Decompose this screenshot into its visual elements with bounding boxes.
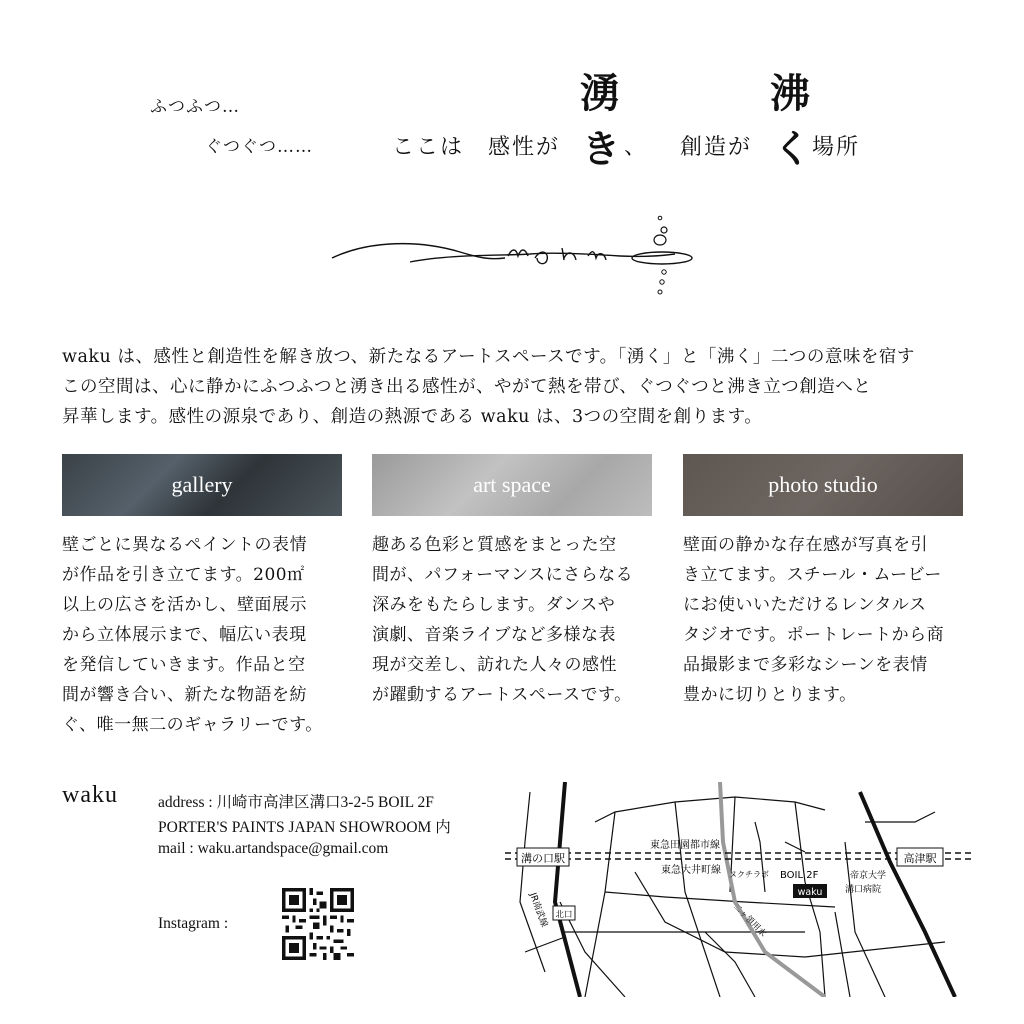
headline-ki: き bbox=[582, 126, 621, 171]
tagline-line1: ふつふつ… bbox=[150, 97, 240, 117]
photo-studio-description bbox=[683, 530, 965, 710]
footer-address: address : 川崎市高津区溝口3-2-5 BOIL 2F bbox=[158, 794, 434, 811]
gallery-description bbox=[62, 530, 344, 740]
headline-comma: 、 bbox=[624, 135, 649, 160]
photo-studio-desc-line: にお使いいただけるレンタルス bbox=[683, 595, 927, 615]
footer-instagram-label: Instagram : bbox=[158, 915, 229, 932]
gallery-desc-line: ぐ、唯一無二のギャラリーです。 bbox=[62, 715, 323, 735]
gallery-desc-line: 以上の広さを活かし、壁面展示 bbox=[62, 595, 307, 615]
art-space-description bbox=[372, 530, 654, 710]
gallery-desc-line: 間が響き合い、新たな物語を紡 bbox=[62, 685, 307, 705]
intro-line-2: この空間は、心に静かにふつふつと湧き出る感性が、やがて熱を帯び、ぐつぐつと沸き立つ創造へと bbox=[62, 377, 872, 397]
instagram-qr-code[interactable] bbox=[282, 888, 354, 960]
headline-wakukanji-1: 湧 bbox=[580, 70, 620, 117]
map-nukuchirabo: ヌクチラボ bbox=[729, 870, 769, 879]
map-waku-marker: waku bbox=[797, 887, 823, 898]
gallery-desc-line: 壁ごとに異なるペイントの表情 bbox=[62, 535, 307, 555]
waku-logo bbox=[330, 210, 700, 300]
logo-text: waku bbox=[510, 296, 513, 297]
art-space-desc-line: 深みをもたらします。ダンスや bbox=[372, 595, 616, 615]
footer-showroom: PORTER'S PAINTS JAPAN SHOWROOM 内 bbox=[158, 819, 451, 836]
headline-koko: ここは bbox=[392, 135, 465, 160]
photo-studio-banner: photo studio bbox=[683, 454, 963, 516]
map-line-jr: JR南武線 bbox=[527, 891, 549, 929]
footer-mail[interactable]: mail : waku.artandspace@gmail.com bbox=[158, 840, 389, 857]
art-space-desc-line: 演劇、音楽ライブなど多様な表 bbox=[372, 625, 616, 645]
map-line-denentoshi: 東急田園都市線 bbox=[650, 840, 720, 851]
photo-studio-desc-line: 壁面の静かな存在感が写真を引 bbox=[683, 535, 928, 555]
headline-wakukanji-2: 沸 bbox=[770, 70, 810, 117]
gallery-desc-line: から立体展示まで、幅広い表現 bbox=[62, 625, 307, 645]
art-space-desc-line: 趣ある色彩と質感をまとった空 bbox=[372, 535, 617, 555]
map-station-mizonokuchi: 溝の口駅 bbox=[521, 852, 565, 865]
intro-line-3: 昇華します。感性の源泉であり、創造の熱源である waku は、3つの空間を創ります。 bbox=[62, 407, 763, 427]
map-hospital-line2: 溝口病院 bbox=[845, 885, 882, 895]
footer-brand-name: waku bbox=[62, 782, 118, 808]
art-space-desc-line: 現が交差し、訪れた人々の感性 bbox=[372, 655, 617, 675]
intro-paragraph bbox=[62, 342, 972, 432]
headline-souzou: 創造が bbox=[680, 135, 753, 160]
gallery-banner: gallery bbox=[62, 454, 342, 516]
headline-basho: 場所 bbox=[812, 135, 861, 160]
map-line-oimachi: 東急大井町線 bbox=[661, 865, 721, 876]
photo-studio-desc-line: タジオです。ポートレートから商 bbox=[683, 625, 945, 645]
headline-kansei: 感性が bbox=[488, 135, 561, 160]
gallery-desc-line: を発信していきます。作品と空 bbox=[62, 655, 306, 675]
gallery-desc-line: が作品を引き立てます。200㎡ bbox=[62, 565, 305, 585]
map-hospital-line1: 帝京大学 bbox=[850, 871, 887, 881]
photo-studio-desc-line: き立てます。スチール・ムービー bbox=[683, 565, 942, 585]
art-space-desc-line: が躍動するアートスペースです。 bbox=[372, 685, 632, 705]
art-space-banner: art space bbox=[372, 454, 652, 516]
map-futako-canal: 二ヶ領用水 bbox=[730, 902, 769, 940]
headline-ku: く bbox=[773, 126, 812, 171]
photo-studio-desc-line: 豊かに切りとります。 bbox=[683, 685, 857, 705]
map-kitaguchi: 北口 bbox=[555, 910, 573, 920]
access-map bbox=[505, 782, 975, 997]
map-boil-label: BOIL 2F bbox=[780, 870, 819, 881]
intro-line-1: waku は、感性と創造性を解き放つ、新たなるアートスペースです。「湧く」と「沸く」二つの意味を宿す bbox=[62, 347, 915, 367]
map-station-takatsu: 高津駅 bbox=[903, 852, 937, 865]
tagline-line2: ぐつぐつ…… bbox=[205, 137, 313, 157]
photo-studio-desc-line: 品撮影まで多彩なシーンを表情 bbox=[683, 655, 928, 675]
art-space-desc-line: 間が、パフォーマンスにさらなる bbox=[372, 565, 634, 585]
